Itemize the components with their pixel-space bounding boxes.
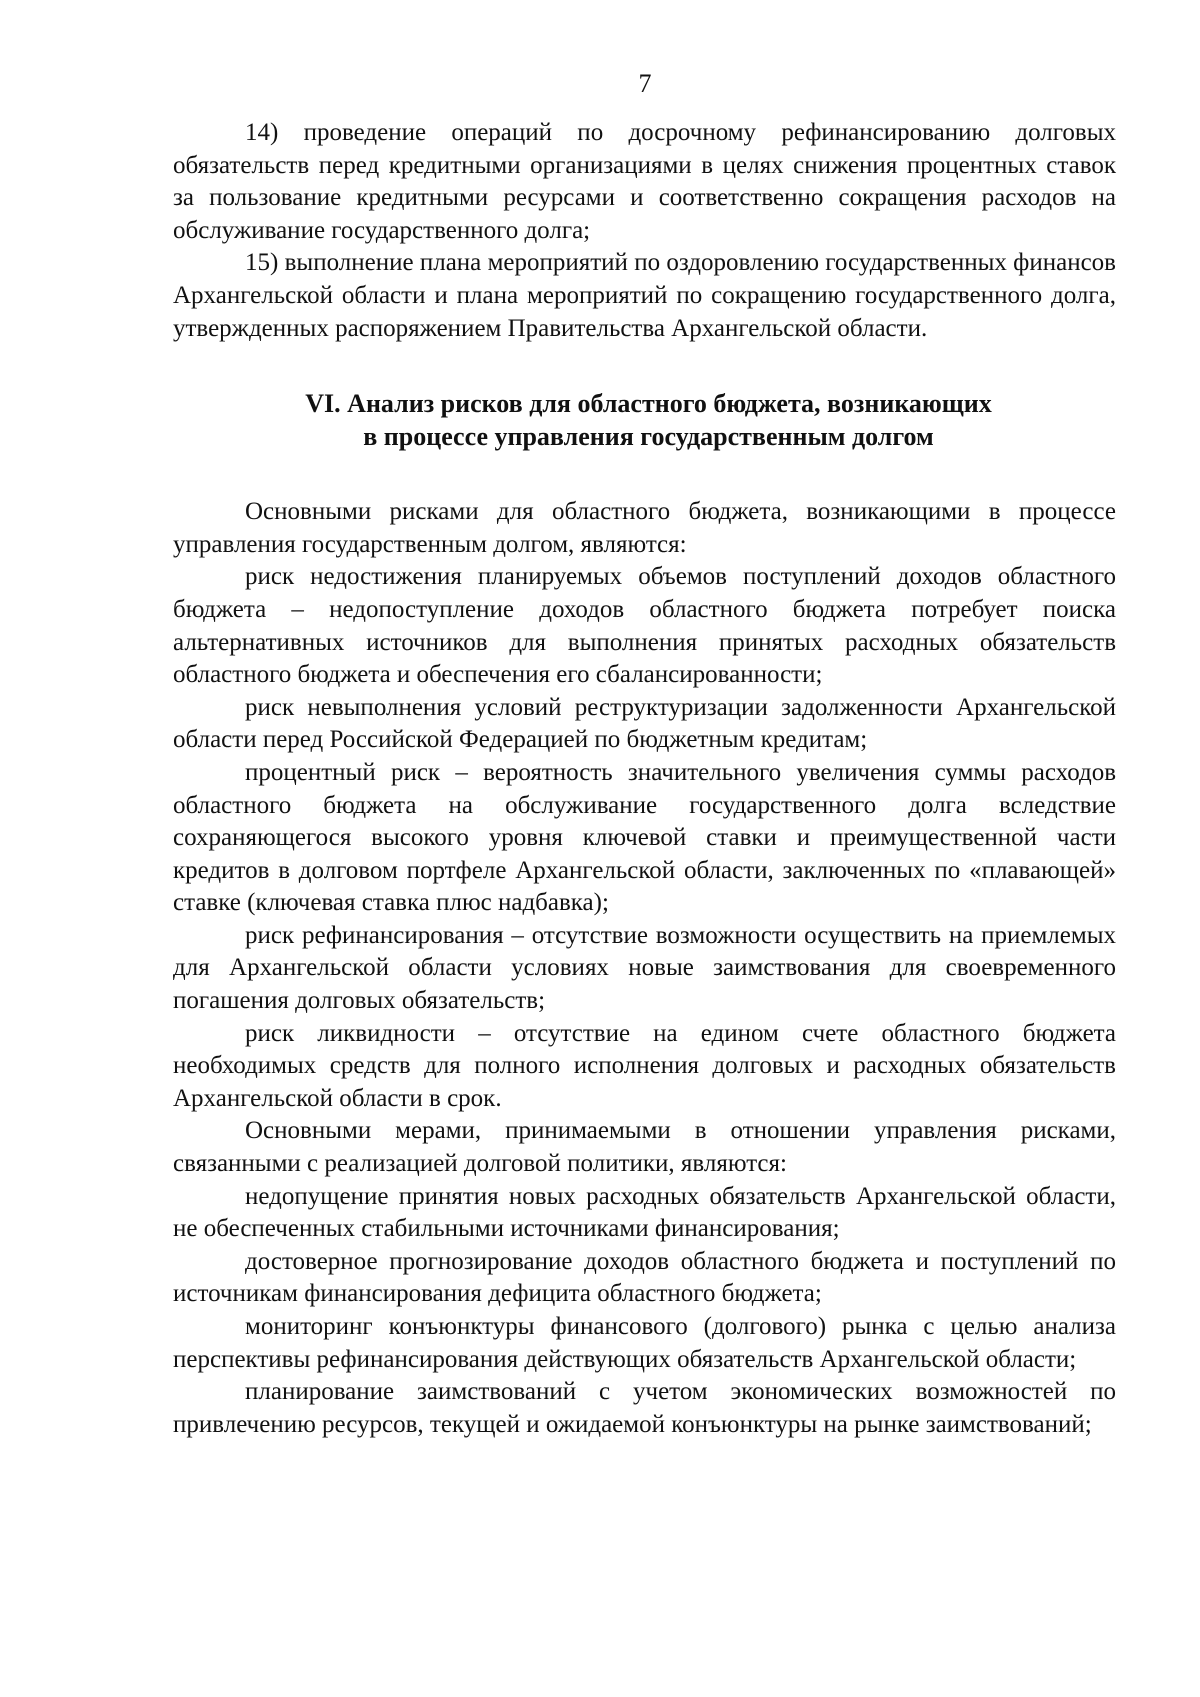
paragraph-risk-interest: процентный риск – вероятность значительного увеличения суммы расходов областного бюджета на обслуживание государственного долга вследствие сохраняющегося высокого уровня ключевой ставки и преимущественной части кредитов в долговом портфеле Архангельской области, заключенных по «плавающей» ставке (ключевая ставка плюс надбавка); bbox=[173, 758, 1116, 917]
paragraph-measure-forecasting: достоверное прогнозирование доходов областного бюджета и поступлений по источникам финансирования дефицита областного бюджета; bbox=[173, 1247, 1116, 1308]
section-heading-line-2: в процессе управления государственным долгом bbox=[363, 422, 934, 452]
page-number: 7 bbox=[638, 69, 652, 98]
section-heading bbox=[173, 387, 1116, 453]
paragraph-measure-planning: планирование заимствований с учетом экономических возможностей по привлечению ресурсов, текущей и ожидаемой конъюнктуры на рынке заимствований; bbox=[173, 1378, 1116, 1438]
paragraph-risk-revenue: риск недостижения планируемых объемов поступлений доходов областного бюджета – недопоступление доходов областного бюджета потребует поиска альтернативных источников для выполнения принятых расходных обязательств областного бюджета и обеспечения его сбалансированности; bbox=[173, 563, 1116, 689]
paragraph-risk-restructuring: риск невыполнения условий реструктуризации задолженности Архангельской области перед Российской Федерацией по бюджетным кредитам; bbox=[173, 693, 1116, 754]
section-heading-line-1: VI. Анализ рисков для областного бюджета, возникающих bbox=[305, 389, 992, 419]
paragraph-risk-refinancing: риск рефинансирования – отсутствие возможности осуществить на приемлемых для Архангельской области условиях новые заимствования для своевременного погашения долговых обязательств; bbox=[173, 921, 1116, 1015]
paragraph-risks-intro: Основными рисками для областного бюджета, возникающими в процессе управления государственным долгом, являются: bbox=[173, 498, 1116, 558]
document-body bbox=[173, 117, 1116, 1441]
paragraph-measure-monitoring: мониторинг конъюнктуры финансового (долгового) рынка с целью анализа перспективы рефинансирования действующих обязательств Архангельской области; bbox=[173, 1313, 1116, 1373]
paragraph-measures-intro: Основными мерами, принимаемыми в отношении управления рисками, связанными с реализацией долговой политики, являются: bbox=[173, 1117, 1116, 1178]
paragraph-item-14: 14) проведение операций по досрочному рефинансированию долговых обязательств перед кредитными организациями в целях снижения процентных ставок за пользование кредитными ресурсами и соответственно сокращения расходов на обслуживание государственного долга; bbox=[173, 119, 1116, 244]
paragraph-risk-liquidity: риск ликвидности – отсутствие на едином счете областного бюджета необходимых средств для полного исполнения долговых и расходных обязательств Архангельской области в срок. bbox=[173, 1019, 1116, 1112]
paragraph-measure-obligations: недопущение принятия новых расходных обязательств Архангельской области, не обеспеченных стабильными источниками финансирования; bbox=[173, 1182, 1116, 1243]
paragraph-item-15: 15) выполнение плана мероприятий по оздоровлению государственных финансов Архангельской области и плана мероприятий по сокращению государственного долга, утвержденных распоряжением Правительства Архангельской области. bbox=[173, 249, 1116, 342]
